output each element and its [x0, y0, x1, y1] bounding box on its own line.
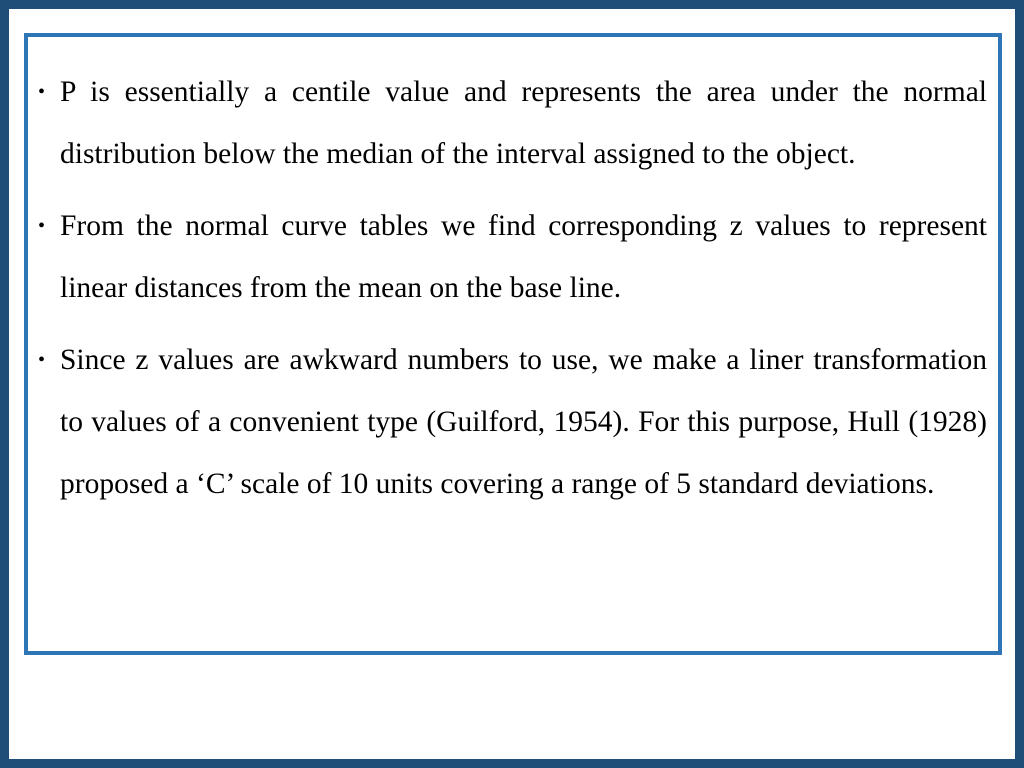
- bullet-item-2: [36, 195, 987, 319]
- bullet-dot-icon: •: [38, 349, 46, 371]
- bullet-text-3: Since z values are awkward numbers to use, we make a liner transformation to values of a convenient type (Guilford, 1954). For this purpose, Hull (1928) proposed a ‘C’ scale of 10 units covering a range of 5 standard deviations.: [60, 344, 987, 500]
- content-box: [24, 33, 1002, 655]
- bullet-item-3: [36, 329, 987, 515]
- bullet-list: [28, 37, 998, 515]
- bullet-item-1: [36, 61, 987, 185]
- bullet-text-2: From the normal curve tables we find corresponding z values to represent linear distances from the mean on the base line.: [60, 210, 987, 304]
- bullet-text-1: P is essentially a centile value and represents the area under the normal distribution below the median of the interval assigned to the object.: [60, 76, 987, 170]
- bullet-dot-icon: •: [38, 81, 46, 103]
- bullet-dot-icon: •: [38, 215, 46, 237]
